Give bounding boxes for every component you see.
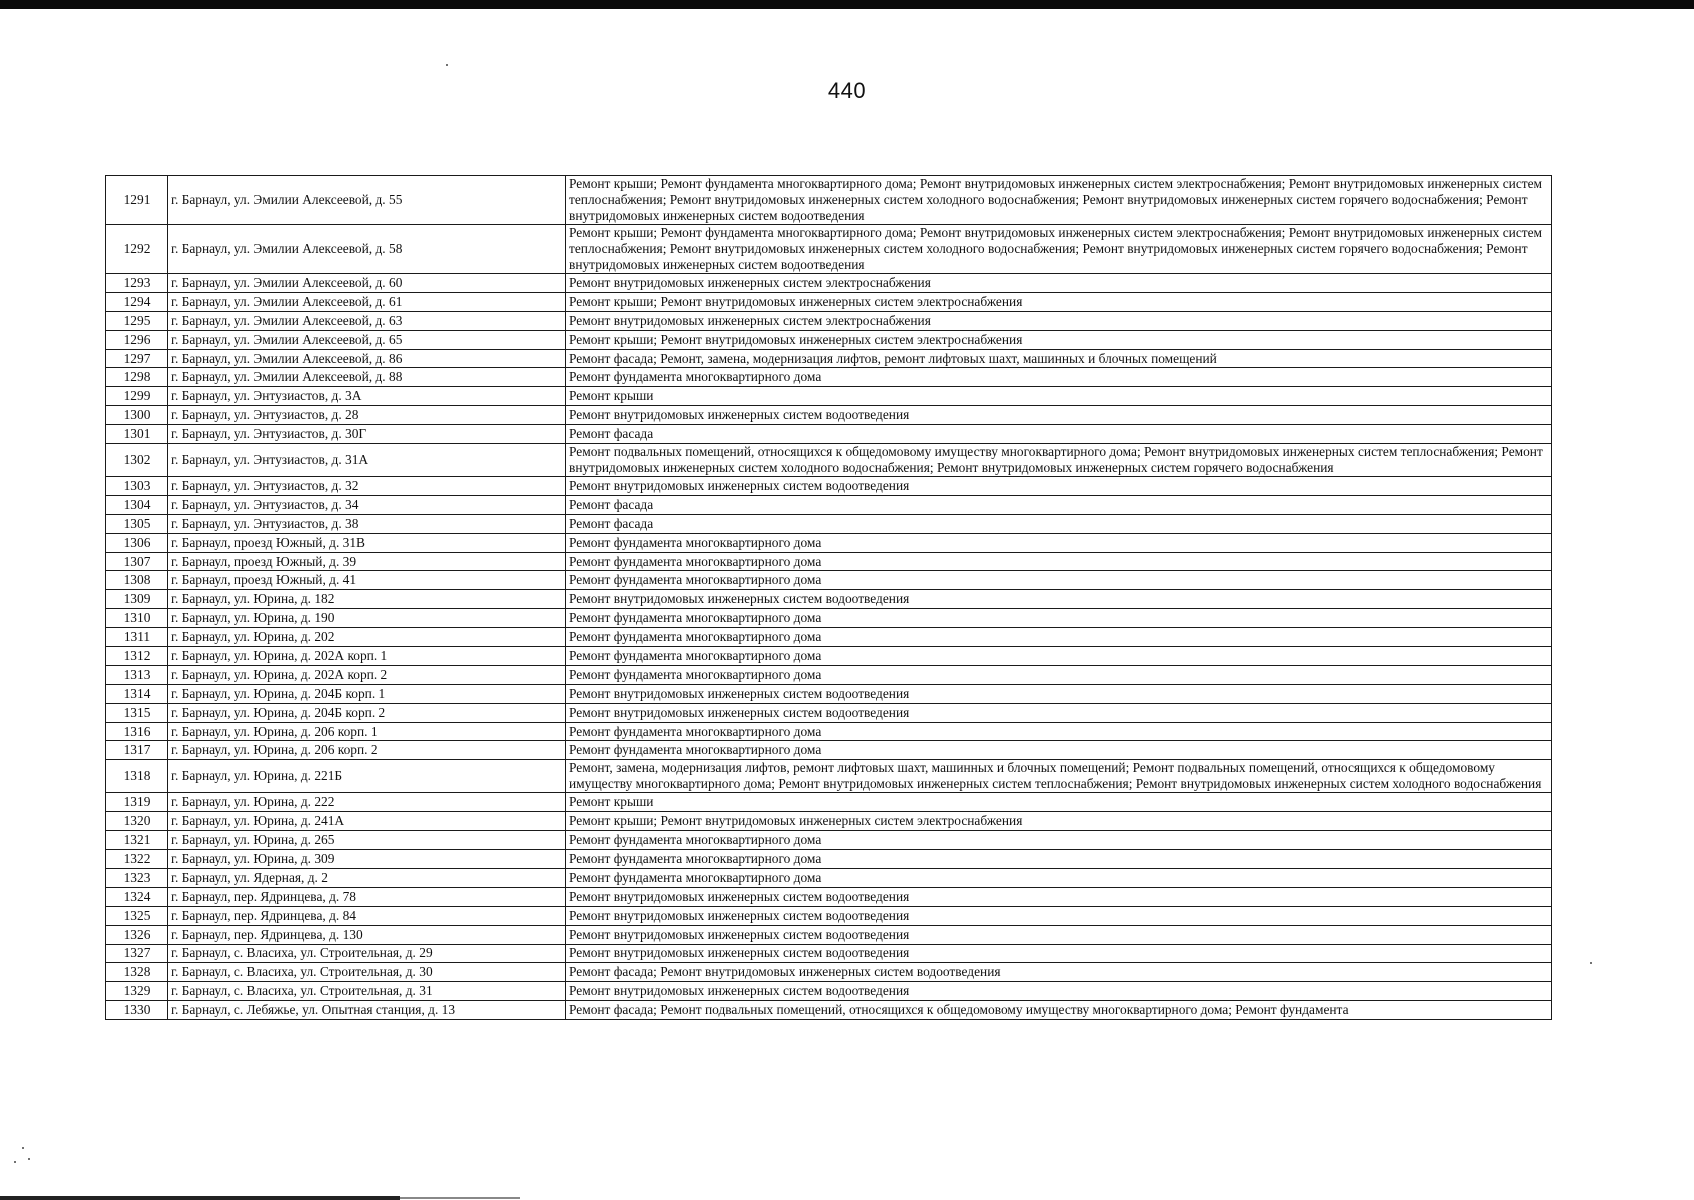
- row-address: г. Барнаул, ул. Эмилии Алексеевой, д. 88: [168, 368, 566, 387]
- table-row: [106, 963, 1552, 982]
- row-works: Ремонт фундамента многоквартирного дома: [566, 722, 1552, 741]
- scan-speck: [14, 1161, 16, 1163]
- table-row: [106, 982, 1552, 1001]
- row-works: Ремонт фасада; Ремонт, замена, модернизация лифтов, ремонт лифтовых шахт, машинных и блочных помещений: [566, 349, 1552, 368]
- row-address: г. Барнаул, пер. Ядринцева, д. 84: [168, 906, 566, 925]
- row-address: г. Барнаул, ул. Юрина, д. 221Б: [168, 760, 566, 793]
- row-address: г. Барнаул, ул. Эмилии Алексеевой, д. 86: [168, 349, 566, 368]
- row-number: 1327: [106, 944, 168, 963]
- row-works: Ремонт фасада; Ремонт подвальных помещений, относящихся к общедомовому имуществу многоквартирного дома; Ремонт фундамента: [566, 1001, 1552, 1020]
- row-number: 1307: [106, 552, 168, 571]
- row-address: г. Барнаул, ул. Энтузиастов, д. 3А: [168, 387, 566, 406]
- row-address: г. Барнаул, ул. Юрина, д. 182: [168, 590, 566, 609]
- row-address: г. Барнаул, ул. Юрина, д. 204Б корп. 2: [168, 703, 566, 722]
- row-works: Ремонт фундамента многоквартирного дома: [566, 850, 1552, 869]
- row-address: г. Барнаул, ул. Энтузиастов, д. 28: [168, 406, 566, 425]
- row-address: г. Барнаул, ул. Юрина, д. 206 корп. 1: [168, 722, 566, 741]
- row-number: 1323: [106, 868, 168, 887]
- row-address: г. Барнаул, ул. Юрина, д. 190: [168, 609, 566, 628]
- row-address: г. Барнаул, ул. Энтузиастов, д. 31А: [168, 444, 566, 477]
- table-row: [106, 684, 1552, 703]
- row-number: 1299: [106, 387, 168, 406]
- table-row: [106, 495, 1552, 514]
- table-row: [106, 887, 1552, 906]
- row-works: Ремонт внутридомовых инженерных систем водоотведения: [566, 477, 1552, 496]
- row-number: 1312: [106, 647, 168, 666]
- row-works: Ремонт внутридомовых инженерных систем водоотведения: [566, 982, 1552, 1001]
- scan-top-border: [0, 0, 1694, 9]
- row-number: 1297: [106, 349, 168, 368]
- row-works: Ремонт внутридомовых инженерных систем водоотведения: [566, 590, 1552, 609]
- table-row: [106, 665, 1552, 684]
- table-row: [106, 176, 1552, 225]
- row-address: г. Барнаул, ул. Энтузиастов, д. 30Г: [168, 425, 566, 444]
- row-works: Ремонт крыши; Ремонт фундамента многоквартирного дома; Ремонт внутридомовых инженерных систем электроснабжения; Ремонт внутридомовых инженерных систем теплоснабжения; Ремонт внутридомовых инженерных систем холодного водоснабжения; Ремонт внутридомовых инженерных систем горячего водоснабжения; Ремонт внутридомовых инженерных систем водоотведения: [566, 176, 1552, 225]
- table-row: [106, 425, 1552, 444]
- table-row: [106, 514, 1552, 533]
- table-row: [106, 533, 1552, 552]
- row-works: Ремонт внутридомовых инженерных систем водоотведения: [566, 944, 1552, 963]
- row-works: Ремонт подвальных помещений, относящихся к общедомовому имуществу многоквартирного дома; Ремонт внутридомовых инженерных систем теплоснабжения; Ремонт внутридомовых инженерных систем холодного водоснабжения; Ремонт внутридомовых инженерных систем горячего водоснабжения: [566, 444, 1552, 477]
- row-works: Ремонт фундамента многоквартирного дома: [566, 552, 1552, 571]
- row-number: 1320: [106, 812, 168, 831]
- row-number: 1310: [106, 609, 168, 628]
- scan-speck: [28, 1158, 30, 1160]
- row-address: г. Барнаул, пер. Ядринцева, д. 78: [168, 887, 566, 906]
- row-number: 1326: [106, 925, 168, 944]
- table-row: [106, 831, 1552, 850]
- scan-speck: [22, 1147, 24, 1149]
- table-row: [106, 387, 1552, 406]
- row-number: 1305: [106, 514, 168, 533]
- row-works: Ремонт внутридомовых инженерных систем электроснабжения: [566, 311, 1552, 330]
- table-row: [106, 812, 1552, 831]
- row-works: Ремонт внутридомовых инженерных систем водоотведения: [566, 684, 1552, 703]
- row-works: Ремонт крыши; Ремонт внутридомовых инженерных систем электроснабжения: [566, 812, 1552, 831]
- table-row: [106, 628, 1552, 647]
- row-number: 1314: [106, 684, 168, 703]
- row-address: г. Барнаул, проезд Южный, д. 39: [168, 552, 566, 571]
- row-works: Ремонт фундамента многоквартирного дома: [566, 533, 1552, 552]
- row-number: 1311: [106, 628, 168, 647]
- repair-registry-table: [105, 175, 1552, 1020]
- row-works: Ремонт фундамента многоквартирного дома: [566, 609, 1552, 628]
- table-row: [106, 444, 1552, 477]
- row-works: Ремонт внутридомовых инженерных систем водоотведения: [566, 887, 1552, 906]
- row-works: Ремонт фундамента многоквартирного дома: [566, 368, 1552, 387]
- row-works: Ремонт фасада: [566, 495, 1552, 514]
- row-address: г. Барнаул, с. Власиха, ул. Строительная, д. 29: [168, 944, 566, 963]
- row-works: Ремонт крыши: [566, 793, 1552, 812]
- scan-bottom-border: [0, 1196, 400, 1200]
- registry-body: [106, 176, 1552, 1020]
- row-number: 1300: [106, 406, 168, 425]
- row-address: г. Барнаул, ул. Эмилии Алексеевой, д. 65: [168, 330, 566, 349]
- row-works: Ремонт фундамента многоквартирного дома: [566, 868, 1552, 887]
- table-row: [106, 760, 1552, 793]
- table-row: [106, 274, 1552, 293]
- table-row: [106, 722, 1552, 741]
- row-address: г. Барнаул, ул. Юрина, д. 222: [168, 793, 566, 812]
- row-number: 1298: [106, 368, 168, 387]
- row-address: г. Барнаул, ул. Юрина, д. 202: [168, 628, 566, 647]
- page-number: 440: [827, 78, 867, 103]
- scan-speck: [1590, 962, 1592, 964]
- row-number: 1291: [106, 176, 168, 225]
- table-row: [106, 850, 1552, 869]
- row-address: г. Барнаул, ул. Энтузиастов, д. 32: [168, 477, 566, 496]
- row-works: Ремонт фундамента многоквартирного дома: [566, 647, 1552, 666]
- row-address: г. Барнаул, ул. Юрина, д. 206 корп. 2: [168, 741, 566, 760]
- row-address: г. Барнаул, с. Власиха, ул. Строительная, д. 31: [168, 982, 566, 1001]
- row-number: 1294: [106, 292, 168, 311]
- row-number: 1324: [106, 887, 168, 906]
- table-row: [106, 793, 1552, 812]
- row-number: 1313: [106, 665, 168, 684]
- table-row: [106, 292, 1552, 311]
- row-number: 1306: [106, 533, 168, 552]
- table-row: [106, 741, 1552, 760]
- row-works: Ремонт фундамента многоквартирного дома: [566, 741, 1552, 760]
- row-number: 1296: [106, 330, 168, 349]
- row-number: 1329: [106, 982, 168, 1001]
- table-row: [106, 552, 1552, 571]
- row-number: 1308: [106, 571, 168, 590]
- row-number: 1292: [106, 225, 168, 274]
- row-works: Ремонт фасада; Ремонт внутридомовых инженерных систем водоотведения: [566, 963, 1552, 982]
- row-address: г. Барнаул, ул. Эмилии Алексеевой, д. 61: [168, 292, 566, 311]
- row-number: 1328: [106, 963, 168, 982]
- row-address: г. Барнаул, ул. Юрина, д. 204Б корп. 1: [168, 684, 566, 703]
- table-row: [106, 225, 1552, 274]
- row-address: г. Барнаул, проезд Южный, д. 31В: [168, 533, 566, 552]
- row-address: г. Барнаул, ул. Юрина, д. 309: [168, 850, 566, 869]
- row-number: 1303: [106, 477, 168, 496]
- row-address: г. Барнаул, ул. Эмилии Алексеевой, д. 58: [168, 225, 566, 274]
- row-works: Ремонт внутридомовых инженерных систем электроснабжения: [566, 274, 1552, 293]
- row-address: г. Барнаул, ул. Энтузиастов, д. 34: [168, 495, 566, 514]
- table-row: [106, 349, 1552, 368]
- table-row: [106, 906, 1552, 925]
- row-address: г. Барнаул, ул. Юрина, д. 202А корп. 2: [168, 665, 566, 684]
- row-works: Ремонт внутридомовых инженерных систем водоотведения: [566, 406, 1552, 425]
- row-address: г. Барнаул, ул. Эмилии Алексеевой, д. 55: [168, 176, 566, 225]
- table-row: [106, 925, 1552, 944]
- row-address: г. Барнаул, ул. Юрина, д. 265: [168, 831, 566, 850]
- scan-speck: [446, 64, 448, 66]
- table-row: [106, 868, 1552, 887]
- row-works: Ремонт фасада: [566, 514, 1552, 533]
- table-row: [106, 944, 1552, 963]
- table-row: [106, 477, 1552, 496]
- row-number: 1302: [106, 444, 168, 477]
- table-row: [106, 590, 1552, 609]
- table-row: [106, 571, 1552, 590]
- row-number: 1295: [106, 311, 168, 330]
- row-address: г. Барнаул, ул. Юрина, д. 241А: [168, 812, 566, 831]
- row-works: Ремонт фундамента многоквартирного дома: [566, 831, 1552, 850]
- row-number: 1301: [106, 425, 168, 444]
- row-address: г. Барнаул, ул. Ядерная, д. 2: [168, 868, 566, 887]
- row-number: 1330: [106, 1001, 168, 1020]
- table-row: [106, 330, 1552, 349]
- table-row: [106, 406, 1552, 425]
- row-number: 1319: [106, 793, 168, 812]
- row-works: Ремонт внутридомовых инженерных систем водоотведения: [566, 925, 1552, 944]
- row-number: 1325: [106, 906, 168, 925]
- row-works: Ремонт фасада: [566, 425, 1552, 444]
- row-works: Ремонт фундамента многоквартирного дома: [566, 571, 1552, 590]
- row-works: Ремонт внутридомовых инженерных систем водоотведения: [566, 906, 1552, 925]
- row-number: 1318: [106, 760, 168, 793]
- row-number: 1304: [106, 495, 168, 514]
- row-works: Ремонт фундамента многоквартирного дома: [566, 628, 1552, 647]
- row-works: Ремонт, замена, модернизация лифтов, ремонт лифтовых шахт, машинных и блочных помещений; Ремонт подвальных помещений, относящихся к общедомовому имуществу многоквартирного дома; Ремонт внутридомовых инженерных систем теплоснабжения; Ремонт внутридомовых инженерных систем холодного водоснабжения: [566, 760, 1552, 793]
- table-row: [106, 609, 1552, 628]
- row-number: 1317: [106, 741, 168, 760]
- row-address: г. Барнаул, ул. Эмилии Алексеевой, д. 60: [168, 274, 566, 293]
- table-row: [106, 368, 1552, 387]
- row-address: г. Барнаул, ул. Юрина, д. 202А корп. 1: [168, 647, 566, 666]
- row-number: 1316: [106, 722, 168, 741]
- row-address: г. Барнаул, с. Власиха, ул. Строительная, д. 30: [168, 963, 566, 982]
- row-number: 1293: [106, 274, 168, 293]
- row-address: г. Барнаул, пер. Ядринцева, д. 130: [168, 925, 566, 944]
- row-works: Ремонт крыши; Ремонт фундамента многоквартирного дома; Ремонт внутридомовых инженерных систем электроснабжения; Ремонт внутридомовых инженерных систем теплоснабжения; Ремонт внутридомовых инженерных систем холодного водоснабжения; Ремонт внутридомовых инженерных систем горячего водоснабжения; Ремонт внутридомовых инженерных систем водоотведения: [566, 225, 1552, 274]
- table-row: [106, 703, 1552, 722]
- row-works: Ремонт крыши; Ремонт внутридомовых инженерных систем электроснабжения: [566, 292, 1552, 311]
- scan-bottom-border-fade: [400, 1197, 520, 1199]
- row-number: 1322: [106, 850, 168, 869]
- row-number: 1309: [106, 590, 168, 609]
- row-address: г. Барнаул, ул. Эмилии Алексеевой, д. 63: [168, 311, 566, 330]
- row-address: г. Барнаул, с. Лебяжье, ул. Опытная станция, д. 13: [168, 1001, 566, 1020]
- row-number: 1315: [106, 703, 168, 722]
- row-address: г. Барнаул, ул. Энтузиастов, д. 38: [168, 514, 566, 533]
- table-row: [106, 1001, 1552, 1020]
- row-works: Ремонт внутридомовых инженерных систем водоотведения: [566, 703, 1552, 722]
- row-address: г. Барнаул, проезд Южный, д. 41: [168, 571, 566, 590]
- table-row: [106, 647, 1552, 666]
- table-row: [106, 311, 1552, 330]
- row-works: Ремонт фундамента многоквартирного дома: [566, 665, 1552, 684]
- row-number: 1321: [106, 831, 168, 850]
- row-works: Ремонт крыши: [566, 387, 1552, 406]
- row-works: Ремонт крыши; Ремонт внутридомовых инженерных систем электроснабжения: [566, 330, 1552, 349]
